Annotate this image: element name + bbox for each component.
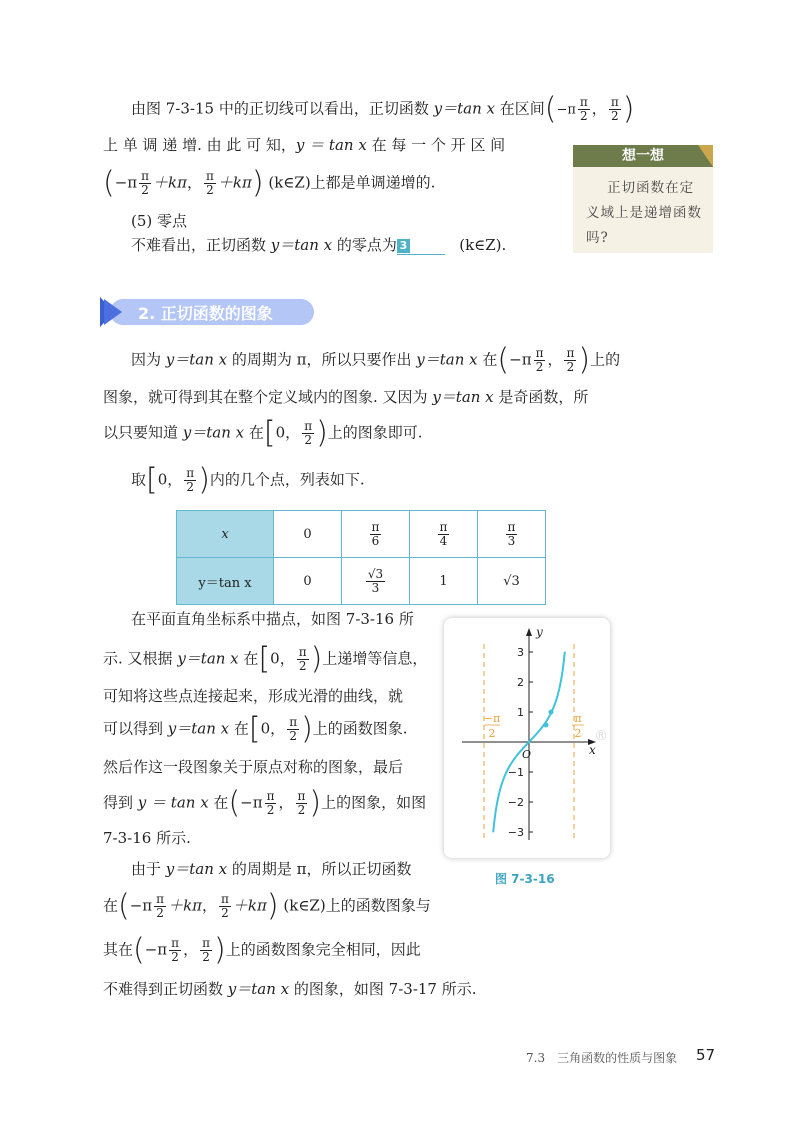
- page-number: 57: [696, 1046, 716, 1064]
- watermark: ®: [594, 728, 608, 744]
- table-cell: 1: [410, 558, 478, 605]
- para4-line7: 7-3-16 所示.: [103, 829, 191, 847]
- tick-label: 3: [517, 646, 524, 659]
- para4-line3: 可知将这些点连接起来，形成光滑的曲线，就: [103, 687, 404, 705]
- para2-line3: 以只要知道 y＝tan x 在[0， $\frac{\pi}{2}$ )上的图象即可.: [103, 415, 423, 451]
- asym-right-num: π: [574, 712, 582, 725]
- table-cell: 0: [274, 558, 342, 605]
- para4-line4: 可以得到 y＝tan x 在[0， $\frac{\pi}{2}$ )上的函数图象.: [103, 711, 408, 747]
- asym-right-den: 2: [574, 727, 582, 740]
- tan-graph: [444, 618, 610, 858]
- table-cell: 0: [274, 511, 342, 558]
- think-text: 正切函数在定义域上是递增函数吗?: [586, 180, 702, 246]
- para2-line1: 因为 y＝tan x 的周期为 π，所以只要作出 y＝tan x 在(−π $\frac{\pi}{2}$ ， $\frac{\pi}{2}$ )上的: [131, 342, 621, 378]
- para5-line1: 由于 y＝tan x 的周期是 π，所以正切函数: [131, 860, 412, 878]
- para3-line: 取[0， $\frac{\pi}{2}$ )内的几个点，列表如下.: [131, 462, 365, 498]
- y-label: y: [536, 625, 543, 639]
- table-cell: √3: [478, 558, 546, 605]
- zero-heading: (5) 零点: [131, 212, 188, 230]
- table-cell: $\frac{\pi}{3}$: [478, 511, 546, 558]
- para2-line2: 图象，就可得到其在整个定义域内的图象. 又因为 y＝tan x 是奇函数，所: [103, 388, 589, 406]
- para4-line6: 得到 y ＝ tan x 在(−π $\frac{\pi}{2}$ ， $\frac{\pi}{2}$ )上的图象，如图: [103, 785, 427, 821]
- asym-left-num: −π: [483, 712, 501, 725]
- section-title: 2. 正切函数的图象: [138, 304, 273, 323]
- table-cell: $\frac{√3}{3}$: [342, 558, 410, 605]
- footer-section: 7.3 三角函数的性质与图象: [526, 1051, 678, 1065]
- math-expr: y＝tan x: [433, 99, 495, 118]
- para4-line1: 在平面直角坐标系中描点，如图 7-3-16 所: [131, 610, 414, 628]
- values-table: [176, 510, 546, 605]
- para5-line3: 其在(−π $\frac{\pi}{2}$ ， $\frac{\pi}{2}$ )上的函数图象完全相同，因此: [103, 932, 421, 968]
- tick-label: 1: [517, 706, 524, 719]
- tick-label: 2: [517, 676, 524, 689]
- asym-left-den: 2: [488, 727, 496, 740]
- para4-line2: 示. 又根据 y＝tan x 在[0， $\frac{\pi}{2}$ )上递增等信息，: [103, 641, 428, 677]
- paren-close: ): [622, 91, 635, 127]
- table-cell: $\frac{\pi}{4}$: [410, 511, 478, 558]
- zero-line: 不难看出，正切函数 y＝tan x 的零点为 3 (k∈Z).: [131, 236, 507, 254]
- table-row: [177, 511, 546, 558]
- table-head-y: y＝tan x: [177, 558, 274, 605]
- fraction: $\frac{\pi}{2}$: [579, 95, 588, 123]
- fraction: $\frac{\pi}{2}$: [610, 95, 619, 123]
- text: 由图 7-3-15 中的正切线可以看出，正切函数: [131, 99, 434, 118]
- para1-line2: 上 单 调 递 增. 由 此 可 知，y ＝ tan x 在 每 一 个 开 区 间: [103, 136, 506, 154]
- para5-line2: 在(−π $\frac{\pi}{2}$ ＋kπ， $\frac{\pi}{2}$ ＋kπ) (k∈Z)上的函数图象与: [103, 888, 431, 924]
- tick-label: −2: [507, 796, 524, 809]
- tick-label: −3: [507, 826, 524, 839]
- para5-line4: 不难得到正切函数 y＝tan x 的图象，如图 7-3-17 所示.: [103, 980, 477, 998]
- y-axis-arrow: [526, 628, 532, 636]
- table-head-x: x: [177, 511, 274, 558]
- figure-caption: 图 7-3-16: [495, 872, 555, 886]
- minus: −π: [556, 102, 576, 118]
- paren-open: (: [544, 91, 557, 127]
- think-title: 想一想: [573, 145, 713, 167]
- x-label: x: [589, 743, 596, 757]
- para4-line5: 然后作这一段图象关于原点对称的图象，最后: [103, 758, 404, 776]
- origin-label: O: [522, 748, 532, 761]
- table-row: [177, 558, 546, 605]
- comma: ，: [591, 99, 607, 118]
- think-corner: [698, 145, 713, 167]
- point-pi6: [544, 723, 549, 728]
- answer-number: 3: [397, 239, 410, 253]
- tick-label: −1: [507, 766, 524, 779]
- answer-blank[interactable]: [397, 238, 445, 255]
- text: 在区间: [494, 99, 545, 118]
- point-pi4: [549, 710, 554, 715]
- para1-line3: (−π $\frac{\pi}{2}$ ＋kπ， $\frac{\pi}{2}$ ＋kπ) (k∈Z)上都是单调递增的.: [103, 165, 436, 201]
- para1-line1: [131, 91, 635, 127]
- table-cell: $\frac{\pi}{6}$: [342, 511, 410, 558]
